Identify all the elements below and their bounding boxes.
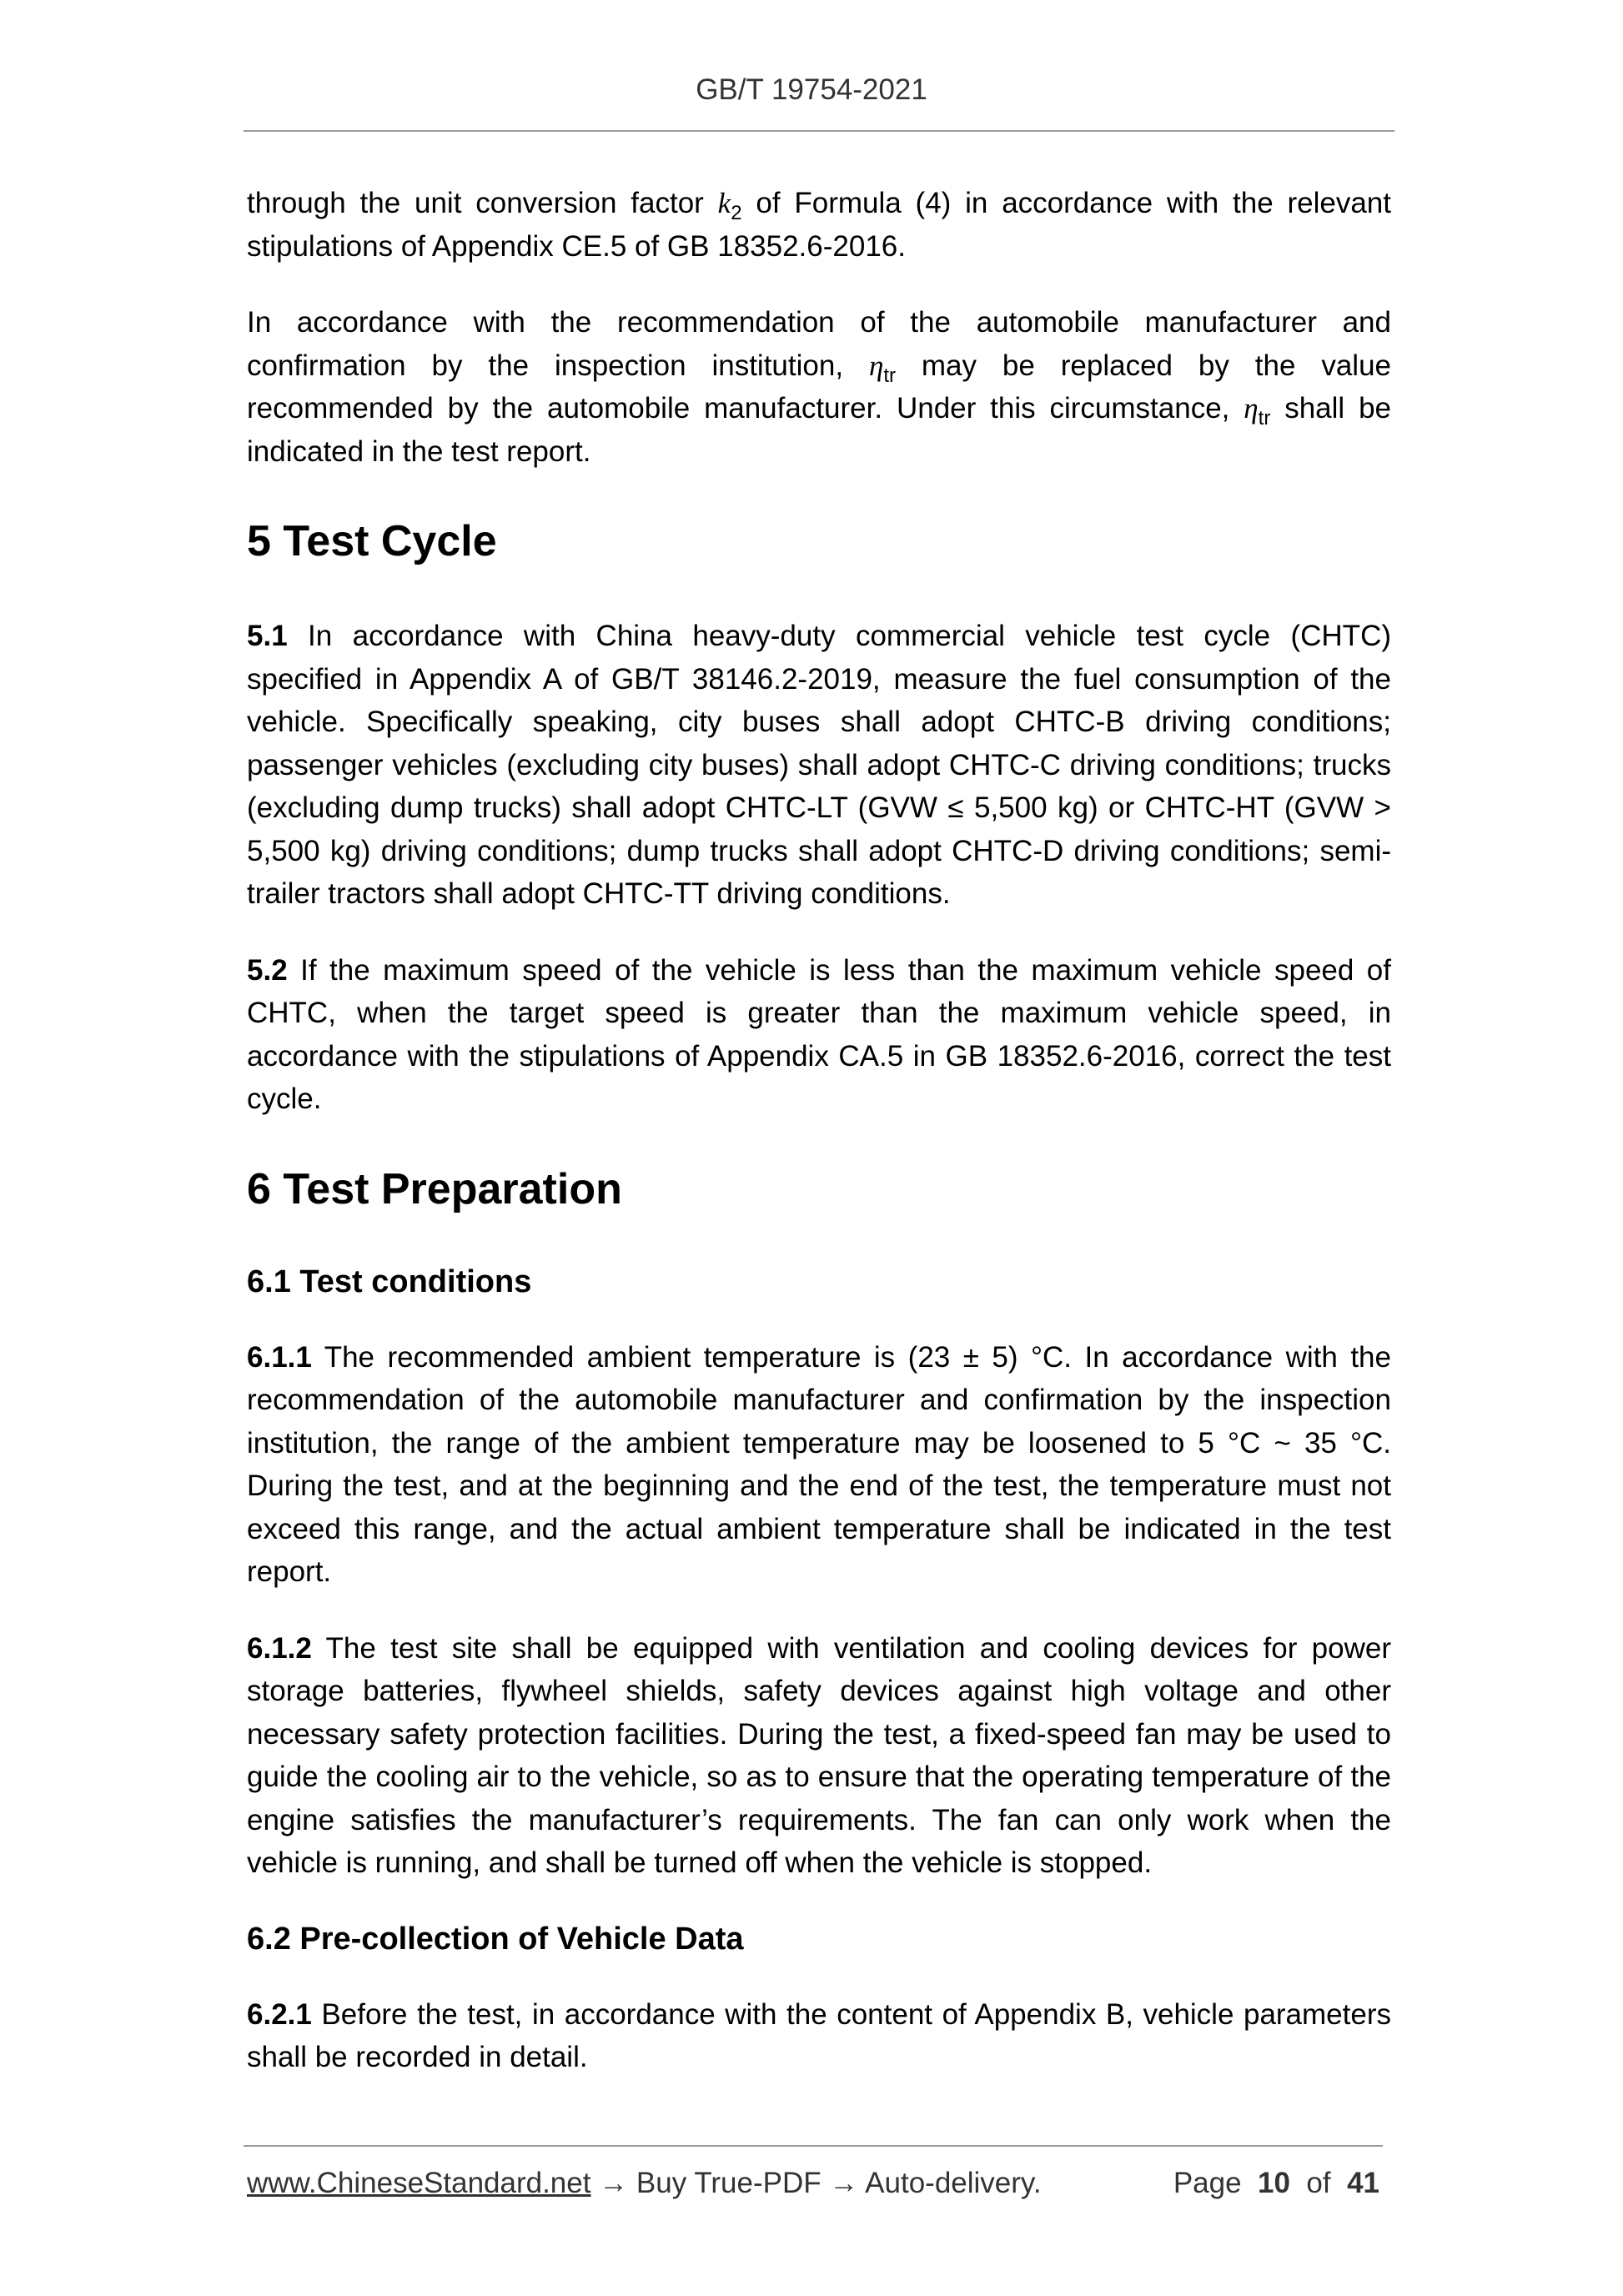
text-span: may be replaced by the value recommended by the automobile manufacturer. Under this circumstance,: [247, 349, 1391, 425]
clause-6-1-2: [247, 1627, 1391, 1885]
text-span: through the unit conversion factor: [247, 187, 718, 219]
page-total: 41: [1347, 2167, 1379, 2199]
text-span: In accordance with the recommendation of the automobile manufacturer and confirmation by the inspection institution,: [247, 306, 1391, 382]
paragraph-conversion-factor: [247, 182, 1391, 268]
document-id-header: GB/T 19754-2021: [696, 73, 927, 106]
clause-text: Before the test, in accordance with the content of Appendix B, vehicle parameters shall be recorded in detail.: [247, 1997, 1391, 2073]
symbol-k: k: [717, 187, 731, 219]
clause-6-2-1: [247, 1993, 1391, 2079]
clause-text: In accordance with China heavy-duty commercial vehicle test cycle (CHTC) specified in Appendix A of GB/T 38146.2-2019, measure the fuel consumption of the vehicle. Specifically speaking, city buses shall adopt CHTC-B driving conditions; passenger vehicles (excluding city buses) shall adopt CHTC-C driving conditions; trucks (excluding dump trucks) shall adopt CHTC-LT (GVW ≤ 5,500 kg) or CHTC-HT (GVW > 5,500 kg) driving conditions; dump trucks shall adopt CHTC-D driving conditions; semi-trailer tractors shall adopt CHTC-TT driving conditions.: [247, 620, 1391, 910]
clause-number: 5.2: [247, 953, 288, 987]
website-link[interactable]: www.ChineseStandard.net: [247, 2167, 591, 2199]
page-footer: [247, 2167, 1381, 2200]
clause-number: 6.1.2: [247, 1631, 312, 1665]
paragraph-eta-replacement: [247, 301, 1391, 473]
clause-5-1: [247, 615, 1391, 916]
section-heading-test-cycle: 5 Test Cycle: [247, 517, 497, 565]
subsection-heading-pre-collection: 6.2 Pre-collection of Vehicle Data: [247, 1921, 744, 1957]
symbol-eta: η: [1244, 392, 1259, 425]
page-content: [247, 182, 1391, 2079]
clause-text: The test site shall be equipped with ventilation and cooling devices for power storage batteries, flywheel shields, safety devices against high voltage and other necessary safety protection facilities. During the test, a fixed-speed fan may be used to guide the cooling air to the vehicle, so as to ensure that the operating temperature of the engine satisfies the manufacturer’s requirements. The fan can only work when the vehicle is running, and shall be turned off when the vehicle is stopped.: [247, 1631, 1391, 1879]
symbol-subscript: 2: [731, 202, 742, 224]
clause-6-1-1: [247, 1336, 1391, 1594]
symbol-eta: η: [868, 349, 884, 382]
text-span: of Formula (4) in accordance with the relevant stipulations of Appendix CE.5 of GB 18352.6-2016.: [247, 187, 1391, 263]
clause-number: 6.1.1: [247, 1340, 312, 1374]
clause-text: If the maximum speed of the vehicle is less than the maximum vehicle speed of CHTC, when the target speed is greater than the maximum vehicle speed, in accordance with the stipulations of Appendix CA.5 in GB 18352.6-2016, correct the test cycle.: [247, 953, 1391, 1115]
clause-5-2: [247, 949, 1391, 1121]
clause-text: The recommended ambient temperature is (23 ± 5) °C. In accordance with the recommendation of the automobile manufacturer and confirmation by the inspection institution, the range of the ambient temperature may be loosened to 5 °C ~ 35 °C. During the test, and at the beginning and the end of the test, the temperature must not exceed this range, and the actual ambient temperature shall be indicated in the test report.: [247, 1340, 1391, 1588]
header-divider: [244, 130, 1394, 132]
symbol-subscript: tr: [883, 364, 896, 387]
text-span: shall be indicated in the test report.: [247, 392, 1391, 468]
subsection-heading-test-conditions: 6.1 Test conditions: [247, 1264, 532, 1299]
page-indicator: [1173, 2167, 1379, 2200]
clause-number: 5.1: [247, 620, 288, 652]
page-label: Page: [1173, 2167, 1242, 2199]
footer-divider: [244, 2145, 1383, 2147]
clause-number: 6.2.1: [247, 1997, 312, 2031]
of-label: of: [1306, 2167, 1331, 2199]
symbol-subscript: tr: [1258, 407, 1271, 430]
footer-tagline: → Buy True-PDF → Auto-delivery.: [590, 2167, 1042, 2199]
section-heading-test-preparation: 6 Test Preparation: [247, 1164, 622, 1213]
page-number: 10: [1258, 2167, 1290, 2199]
